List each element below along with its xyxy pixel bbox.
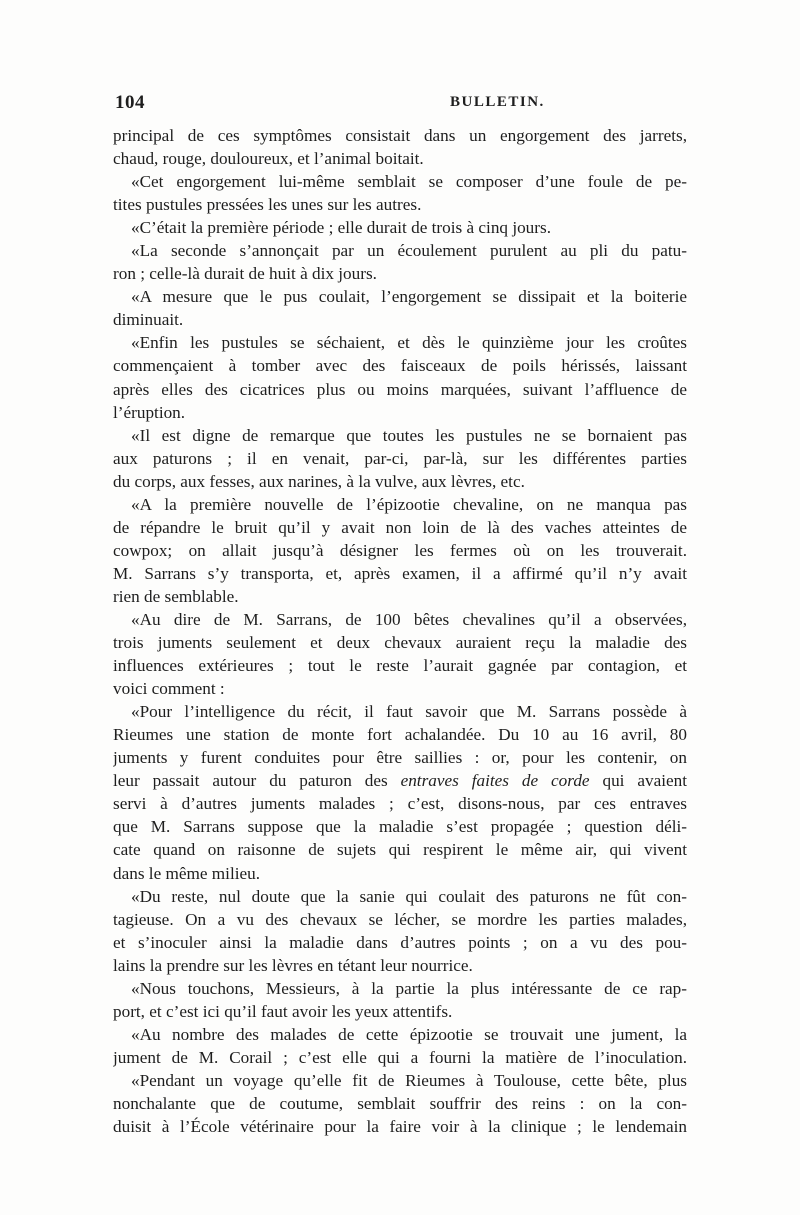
text-line: tites pustules pressées les unes sur les autres.	[113, 195, 422, 215]
text-line: aux paturons ; il en venait, par-ci, par-là, sur les différentes parties	[113, 448, 687, 468]
text-line: voici comment :	[113, 679, 225, 699]
text-line: diminuait.	[113, 310, 184, 330]
text-line: «Pour l’intelligence du récit, il faut savoir que M. Sarrans possède à	[131, 702, 687, 722]
text-line: de répandre le bruit qu’il y avait non loin de là des vaches atteintes de	[113, 517, 687, 537]
text-line: jument de M. Corail ; c’est elle qui a fourni la matière de l’inoculation.	[113, 1047, 687, 1067]
text-line: l’éruption.	[113, 402, 186, 422]
text-line: port, et c’est ici qu’il faut avoir les yeux attentifs.	[113, 1001, 453, 1021]
text-line: nonchalante que de coutume, semblait souffrir des reins : on la con-	[113, 1093, 687, 1113]
text-line: commençaient à tomber avec des faisceaux de poils hérissés, laissant	[113, 356, 687, 376]
text-line: tagieuse. On a vu des chevaux se lécher, se mordre les parties malades,	[113, 909, 687, 929]
text-line: «A la première nouvelle de l’épizootie chevaline, on ne manqua pas	[131, 494, 687, 514]
text-line: «Il est digne de remarque que toutes les pustules ne se bornaient pas	[131, 425, 687, 445]
text-line: servi à d’autres juments malades ; c’est, disons-nous, par ces entraves	[113, 794, 687, 814]
body-text	[113, 124, 687, 1138]
text-line: dans le même milieu.	[113, 863, 261, 883]
text-line: «A mesure que le pus coulait, l’engorgement se dissipait et la boiterie	[131, 287, 687, 307]
text-line: «Cet engorgement lui-même semblait se composer d’une foule de pe-	[131, 172, 687, 192]
text-line: influences extérieures ; tout le reste l’aurait gagnée par contagion, et	[113, 656, 687, 676]
page-number: 104	[115, 92, 145, 113]
text-line: du corps, aux fesses, aux narines, à la vulve, aux lèvres, etc.	[113, 471, 525, 491]
text-line: et s’inoculer ainsi la maladie dans d’autres points ; on a vu des pou-	[113, 932, 687, 952]
text-line: que M. Sarrans suppose que la maladie s’est propagée ; question déli-	[113, 817, 687, 837]
text-line: «C’était la première période ; elle durait de trois à cinq jours.	[131, 218, 551, 238]
text-line: cowpox; on allait jusqu’à désigner les fermes où on les trouverait.	[113, 540, 687, 560]
text-line: principal de ces symptômes consistait dans un engorgement des jarrets,	[113, 126, 687, 145]
text-line: «Au nombre des malades de cette épizootie se trouvait une jument, la	[131, 1024, 687, 1044]
text-line: Rieumes une station de monte fort achalandée. Du 10 au 16 avril, 80	[113, 725, 687, 745]
text-line: «Nous touchons, Messieurs, à la partie la plus intéressante de ce rap-	[131, 978, 687, 998]
text-line: «Pendant un voyage qu’elle fit de Rieumes à Toulouse, cette bête, plus	[131, 1070, 687, 1090]
italic-phrase: entraves faites de corde	[400, 771, 590, 791]
text-line: chaud, rouge, douloureux, et l’animal boitait.	[113, 149, 424, 169]
text-line: trois juments seulement et deux chevaux auraient reçu la maladie des	[113, 633, 687, 653]
text-line: rien de semblable.	[113, 586, 239, 606]
text-line: après elles des cicatrices plus ou moins marquées, suivant l’affluence de	[113, 379, 687, 399]
page-header	[115, 92, 687, 118]
text-line: «Du reste, nul doute que la sanie qui coulait des paturons ne fût con-	[131, 886, 687, 906]
text-line: lains la prendre sur les lèvres en tétant leur nourrice.	[113, 955, 473, 975]
text-line: duisit à l’École vétérinaire pour la faire voir à la clinique ; le lendemain	[113, 1117, 687, 1137]
text-line: leur passait autour du paturon des entraves faites de corde qui avaient	[113, 771, 687, 791]
text-line: «Au dire de M. Sarrans, de 100 bêtes chevalines qu’il a observées,	[131, 609, 687, 629]
text-line: juments y furent conduites pour être saillies : or, pour les contenir, on	[113, 748, 687, 768]
text-line: M. Sarrans s’y transporta, et, après examen, il a affirmé qu’il n’y avait	[113, 563, 687, 583]
text-line: «Enfin les pustules se séchaient, et dès le quinzième jour les croûtes	[131, 333, 687, 353]
running-head: BULLETIN.	[450, 94, 545, 110]
text-line: cate quand on raisonne de sujets qui respirent le même air, qui vivent	[113, 840, 687, 860]
text-line: «La seconde s’annonçait par un écoulement purulent au pli du patu-	[131, 241, 687, 261]
text-line: ron ; celle-là durait de huit à dix jours.	[113, 264, 377, 284]
